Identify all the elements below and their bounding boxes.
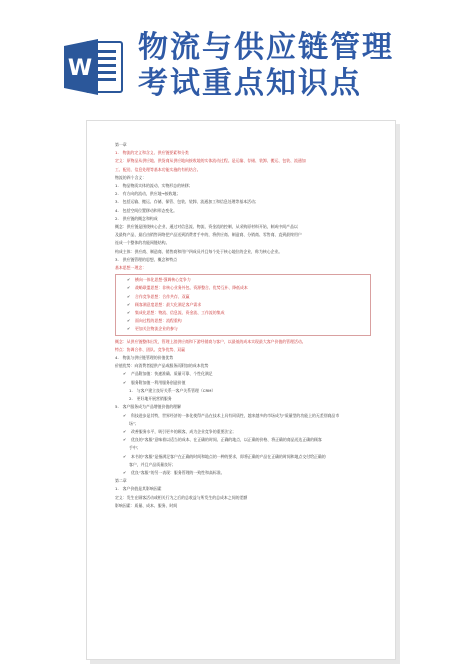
- document-line-text: 及最终产品，最后由销售网络把产品送到消费者手中的，将供应商、制造商、分销商、零售商、直到最终用户: [115, 232, 302, 238]
- document-line: [115, 370, 371, 378]
- checkmark-icon: ✔: [123, 371, 127, 377]
- document-line: [119, 293, 367, 301]
- checkmark-icon: ✔: [127, 326, 131, 332]
- document-line: [115, 436, 371, 444]
- document-line: [119, 309, 367, 317]
- document-line-text: 改善服务水平，吸引更多的顾客，成为企业竞争的重要法宝；: [131, 428, 237, 434]
- document-line-text: 1. 与客户建立良好关系一客户关系管理（CRM）: [129, 387, 216, 393]
- document-line-text: 科技进步是其特，世界经济的一体化使得产品在技术上具有同质性，越来越多的市场成为“质量型的功能上的无差别商品市: [131, 412, 340, 418]
- document-line-text: 场”；: [129, 420, 139, 426]
- document-line: [115, 182, 371, 190]
- document-line: [115, 149, 371, 157]
- document-line: [115, 477, 371, 485]
- document-line-text: 优良的“客服”意味着以适当的成本、在正确的时间、正确的地点，以正确的价格、将正确的商品送达正确的顾客: [131, 437, 322, 443]
- document-line-text: 定义：原物品从供应地、供货商从供应地向接收地的实体流动过程。是运输、存储、装卸、搬运、包装、流通加: [115, 158, 306, 164]
- document-line-text: 3. 包括运输、搬运、存储、保管、包装、装卸、流通加工和信息处理等基本活动；: [115, 199, 259, 205]
- document-line-text: 产品附加值：快速准确、质量可靠、个性化满足: [131, 371, 213, 377]
- page-title: [138, 30, 394, 102]
- document-line: [115, 403, 371, 411]
- document-preview: [86, 120, 396, 660]
- document-line: [115, 485, 371, 493]
- document-line: [119, 325, 367, 333]
- document-line: [115, 248, 371, 256]
- checkmark-icon: ✔: [123, 469, 127, 475]
- document-line-text: 影响因素：质量、成本、服务、时间: [115, 502, 178, 508]
- document-line-text: 第二章: [115, 478, 127, 484]
- highlight-box: [115, 274, 371, 335]
- document-line: [115, 215, 371, 223]
- document-line: [115, 346, 371, 354]
- checkmark-icon: ✔: [123, 379, 127, 385]
- document-line: [115, 256, 371, 264]
- document-line: [115, 494, 371, 502]
- document-line-text: 概念：供应链是围绕核心企业，通过对信息流、物流、资金流的控制，从采购原材料开始，制成中间产品以: [115, 224, 298, 230]
- checkmark-icon: ✔: [127, 293, 131, 299]
- document-line-text: 工、配送、信息处理等基本功能实施的有机结合。: [115, 166, 201, 172]
- document-line-text: 连成一个整体的功能网链结构。: [115, 240, 170, 246]
- document-line-text: 服务附加值一利用服务创造价值: [131, 379, 186, 385]
- document-line: [115, 444, 371, 452]
- checkmark-icon: ✔: [123, 428, 127, 434]
- document-line-text: 集成化思想：物流、信息流、资金流、工作流的集成: [135, 310, 225, 316]
- document-line-text: 1. 物品物质实体的流动、实物形态的转移；: [115, 183, 193, 189]
- document-line: [115, 141, 371, 149]
- document-line-text: 手中；: [129, 445, 141, 451]
- checkmark-icon: ✔: [127, 301, 131, 307]
- document-line: [115, 379, 371, 387]
- document-line: [115, 469, 371, 477]
- document-line: [119, 301, 367, 309]
- document-line-text: 2. 更好地开展营销服务: [129, 396, 172, 402]
- document-line-text: 特点：协调合作、团队、竞争优势、双赢: [115, 346, 186, 352]
- document-line-text: 概念：从供应链整体出发，管理上游供应商和下游经销商与客户，以最低的成本实现最大客户价值的管理活动。: [115, 338, 306, 344]
- document-line-text: 定义：发生在顾客活动或相关行为之后的总收益与所发生的总成本之间的差额: [115, 494, 248, 500]
- document-line-text: 4. 包括空间位置移动和形态变化。: [115, 207, 178, 213]
- document-line: [115, 231, 371, 239]
- document-line-text: 合作竞争思想：合作共存、双赢: [135, 293, 190, 299]
- document-line-text: 物流的四个含义：: [115, 174, 147, 180]
- word-icon-letter: W: [67, 56, 93, 81]
- document-line-text: 3. 供应链管理的思想、概念和特点: [115, 256, 178, 262]
- document-line: [115, 239, 371, 247]
- header-banner: [0, 0, 474, 110]
- word-document-icon: [64, 36, 124, 98]
- document-line: [115, 338, 371, 346]
- checkmark-icon: ✔: [123, 437, 127, 443]
- document-line-text: 1. 客户价值是其影响因素: [115, 486, 162, 492]
- title-line-2: 考试重点知识点: [138, 66, 362, 101]
- document-line: [115, 223, 371, 231]
- document-line: [119, 284, 367, 292]
- document-line-text: 战略联盟思想：非核心业务外包、资源整合、优势互补、降低成本: [135, 285, 248, 291]
- checkmark-icon: ✔: [127, 310, 131, 316]
- document-line: [115, 412, 371, 420]
- document-line: [115, 453, 371, 461]
- checkmark-icon: ✔: [127, 277, 131, 283]
- document-line: [119, 317, 367, 325]
- title-line-1: 物流与供应链管理: [138, 30, 394, 65]
- document-line-text: 价值优势：向消费者提供产品或服务而附加的成本优势: [115, 363, 209, 369]
- document-line-text: 客户，并且产品质量良好；: [129, 461, 176, 467]
- document-line: [115, 387, 371, 395]
- document-line: [115, 428, 371, 436]
- document-line-text: 1. 物流的定义和含义、供应链要素和分类: [115, 150, 189, 156]
- document-line-text: 第一章: [115, 142, 127, 147]
- document-line: [115, 174, 371, 182]
- document-line-text: 更加关注物流企业的参与: [135, 326, 178, 332]
- document-line-text: 横向一体化思想·强调核心竞争力: [135, 277, 191, 283]
- document-page: [86, 120, 396, 660]
- checkmark-icon: ✔: [127, 318, 131, 324]
- document-line-text: 本书的“客服”是指满足客户在正确的时间和地点的一种的要求，即将正确的产品在正确的时间和地点交付给正确的: [131, 453, 326, 459]
- document-line: [115, 354, 371, 362]
- document-line-text: 顾客满意度思想：最大化满足客户需求: [135, 301, 202, 307]
- document-line: [115, 198, 371, 206]
- document-line: [115, 502, 371, 510]
- document-line: [115, 461, 371, 469]
- document-line: [115, 395, 371, 403]
- document-line: [115, 166, 371, 174]
- document-line: [115, 362, 371, 370]
- document-line: [115, 190, 371, 198]
- document-line-text: 4. 物流与供应链管理的价值优势: [115, 355, 174, 361]
- document-line-text: 2. 有方向的流动，供应地→接收地；: [115, 191, 181, 197]
- document-line-text: 5. 客户服务成为产品增值价值的理解: [115, 404, 181, 410]
- document-line: [115, 207, 371, 215]
- document-line-text: 构成主体：供应商、制造商、销售商和用户四成员并且每个处于核心地位的企业，称为核心企业。: [115, 248, 283, 254]
- document-line-text: 基本思想一理念：: [115, 265, 147, 271]
- checkmark-icon: ✔: [127, 285, 131, 291]
- document-line: [119, 276, 367, 284]
- document-line: [115, 157, 371, 165]
- document-line-text: 面向过程的思想：流程重构: [135, 318, 182, 324]
- document-line: [115, 264, 371, 272]
- checkmark-icon: ✔: [123, 453, 127, 459]
- document-line: [115, 420, 371, 428]
- checkmark-icon: ✔: [123, 412, 127, 418]
- document-line-text: 2. 供应链的概念和构成: [115, 215, 158, 221]
- document-line-text: 优良“客服”的另一表现：服务管理的一致性和高标准。: [131, 469, 225, 475]
